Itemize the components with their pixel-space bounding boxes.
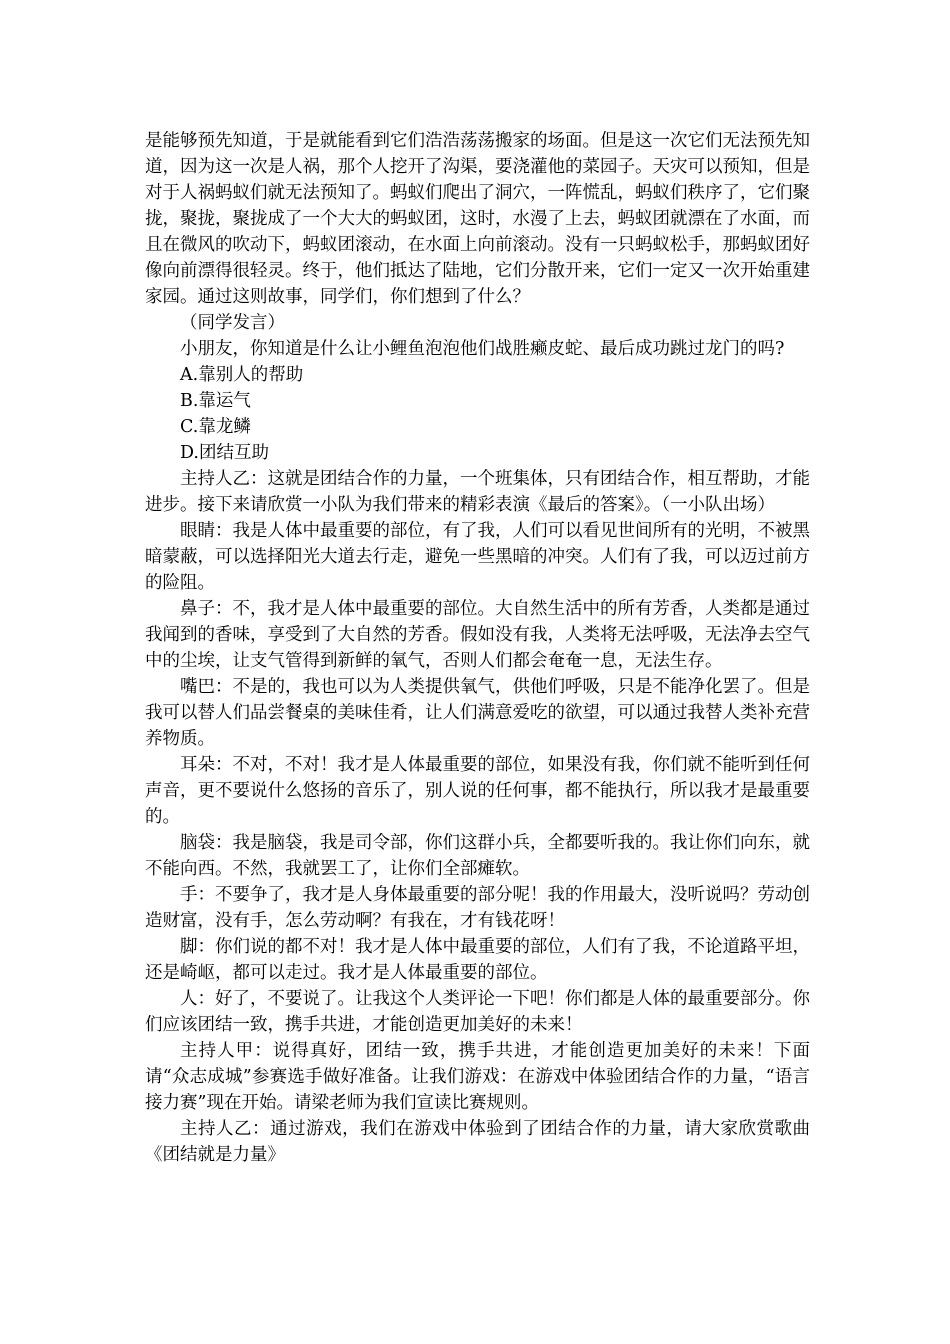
line-eyes: 眼睛：我是人体中最重要的部位，有了我，人们可以看见世间所有的光明，不被黑暗蒙蔽，可以选择阳光大道去行走，避免一些黑暗的冲突。人们有了我，可以迈过前方的险阻。 [145, 521, 810, 593]
student-speech-note: （同学发言） [180, 313, 285, 333]
quiz-option-d: D.团结互助 [180, 443, 269, 463]
line-hands: 手：不要争了，我才是人身体最重要的部分呢！我的作用最大，没听说吗？劳动创造财富，没有手，怎么劳动啊？有我在，才有钱花呀！ [145, 885, 810, 931]
host-b-intro: 主持人乙：这就是团结合作的力量，一个班集体，只有团结合作，相互帮助，才能进步。接下来请欣赏一小队为我们带来的精彩表演《最后的答案》。（一小队出场） [145, 469, 810, 515]
host-a-game: 主持人甲：说得真好，团结一致，携手共进，才能创造更加美好的未来！下面请“众志成城”参赛选手做好准备。让我们游戏：在游戏中体验团结合作的力量，“语言接力赛”现在开始。请梁老师为我们宣读比赛规则。 [145, 1041, 810, 1113]
document-page [145, 128, 810, 1168]
story-paragraph: 是能够预先知道，于是就能看到它们浩浩荡荡搬家的场面。但是这一次它们无法预先知道，因为这一次是人祸，那个人挖开了沟渠，要浇灌他的菜园子。天灾可以预知，但是对于人祸蚂蚁们就无法预知了。蚂蚁们爬出了洞穴，一阵慌乱，蚂蚁们秩序了，它们聚拢，聚拢，聚拢成了一个大大的蚂蚁团，这时，水漫了上去，蚂蚁团就漂在了水面，而且在微风的吹动下，蚂蚁团滚动，在水面上向前滚动。没有一只蚂蚁松手，那蚂蚁团好像向前漂得很轻灵。终于，他们抵达了陆地，它们分散开来，它们一定又一次开始重建家园。通过这则故事，同学们，你们想到了什么？ [145, 131, 810, 307]
quiz-option-b: B.靠运气 [180, 391, 251, 411]
line-nose: 鼻子：不，我才是人体中最重要的部位。大自然生活中的所有芳香，人类都是通过我闻到的香味，享受到了大自然的芳香。假如没有我，人类将无法呼吸，无法净去空气中的尘埃，让支气管得到新鲜的氧气，否则人们都会奄奄一息，无法生存。 [145, 599, 810, 671]
host-b-song: 主持人乙：通过游戏，我们在游戏中体验到了团结合作的力量，请大家欣赏歌曲《团结就是力量》 [145, 1119, 810, 1165]
line-head: 脑袋：我是脑袋，我是司令部，你们这群小兵，全都要听我的。我让你们向东，就不能向西。不然，我就罢工了，让你们全部瘫软。 [145, 833, 810, 879]
line-person: 人：好了，不要说了。让我这个人类评论一下吧！你们都是人体的最重要部分。你们应该团结一致，携手共进，才能创造更加美好的未来！ [145, 989, 810, 1035]
quiz-option-c: C.靠龙鳞 [180, 417, 251, 437]
quiz-option-a: A.靠别人的帮助 [180, 365, 304, 385]
line-mouth: 嘴巴：不是的，我也可以为人类提供氧气，供他们呼吸，只是不能净化罢了。但是我可以替人们品尝餐桌的美味佳肴，让人们满意爱吃的欲望，可以通过我替人类补充营养物质。 [145, 677, 810, 749]
quiz-question: 小朋友，你知道是什么让小鲤鱼泡泡他们战胜癞皮蛇、最后成功跳过龙门的吗? [180, 339, 785, 359]
line-ears: 耳朵：不对，不对！我才是人体最重要的部位，如果没有我，你们就不能听到任何声音，更不要说什么悠扬的音乐了，别人说的任何事，都不能执行，所以我才是最重要的。 [145, 755, 810, 827]
line-feet: 脚：你们说的都不对！我才是人体中最重要的部位，人们有了我，不论道路平坦，还是崎岖，都可以走过。我才是人体最重要的部位。 [145, 937, 810, 983]
